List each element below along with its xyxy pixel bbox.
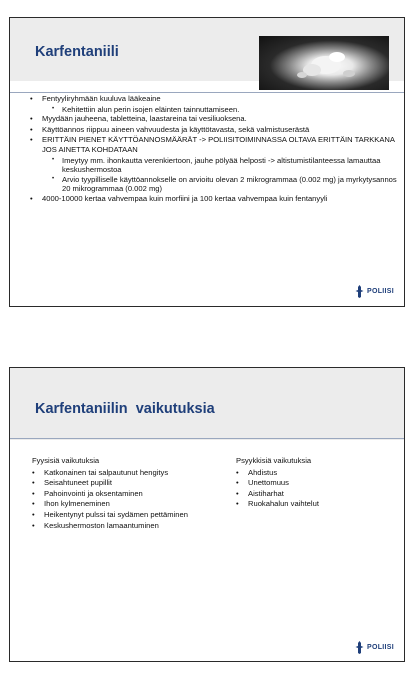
slide-body	[30, 94, 398, 205]
physical-effects-column	[32, 456, 232, 531]
list-item: • Unettomuus	[236, 478, 396, 488]
list-item: • Kehitettiin alun perin isojen eläinten tainnuttamiseen.	[30, 105, 398, 115]
logo-text: POLIISI	[367, 288, 394, 295]
column-heading: Fyysisiä vaikutuksia	[32, 456, 100, 465]
police-badge-icon	[355, 285, 364, 298]
slide-title: Karfentaniilin vaikutuksia	[35, 401, 215, 417]
list-item: • Heikentynyt pulssi tai sydämen pettäminen	[32, 510, 232, 520]
slide-karfentaniilin-vaikutuksia	[9, 367, 405, 662]
police-badge-icon	[355, 641, 364, 654]
list-item: • Ruokahalun vaihtelut	[236, 499, 396, 509]
column-heading: Psyykkisiä vaikutuksia	[236, 456, 312, 465]
list-item: • Käyttöannos riippuu aineen vahvuudesta ja käyttötavasta, sekä valmistuserästä	[30, 125, 398, 135]
list-item: • 4000-10000 kertaa vahvempaa kuin morfiini ja 100 kertaa vahvempaa kuin fentanyyli	[30, 194, 398, 204]
list-item: • Pahoinvointi ja oksentaminen	[32, 489, 232, 499]
list-item: • Aistiharhat	[236, 489, 396, 499]
list-item: • Fentyyliryhmään kuuluva lääkeaine	[30, 94, 398, 104]
white-powder-photo	[259, 36, 389, 90]
logo-text: POLIISI	[367, 644, 394, 651]
bullet-list	[236, 468, 396, 509]
bullet-list	[30, 94, 398, 204]
list-item: • Katkonainen tai salpautunut hengitys	[32, 468, 232, 478]
poliisi-logo	[355, 285, 394, 298]
bullet-list	[32, 468, 232, 531]
list-item: • Seisahtuneet pupillit	[32, 478, 232, 488]
list-item: • Keskushermoston lamaantuminen	[32, 521, 232, 531]
list-item: • Ihon kylmeneminen	[32, 499, 232, 509]
psychological-effects-column	[236, 456, 396, 510]
list-item: • Myydään jauheena, tabletteina, laastareina tai vesiliuoksena.	[30, 114, 398, 124]
list-item: • ERITTÄIN PIENET KÄYTTÖANNOSMÄÄRÄT -> POLIISITOIMINNASSA OLTAVA ERITTÄIN TARKKANA JOS AINETTA KOHDATAAN	[30, 135, 398, 154]
list-item: • Arvio tyypilliselle käyttöannokselle on arvioitu olevan 2 mikrogrammaa (0.002 mg) ja myrkytysannos 20 mikrogrammaa (0.002 mg)	[30, 175, 398, 194]
title-divider	[10, 438, 404, 439]
slide-karfentaniili	[9, 17, 405, 307]
title-divider	[10, 92, 404, 93]
list-item: • Ahdistus	[236, 468, 396, 478]
poliisi-logo	[355, 641, 394, 654]
slide-title: Karfentaniili	[35, 44, 119, 60]
list-item: • Imeytyy mm. ihonkautta verenkiertoon, jauhe pölyää helposti -> altistumistilanteessa lamauttaa keskushermostoa	[30, 156, 398, 175]
